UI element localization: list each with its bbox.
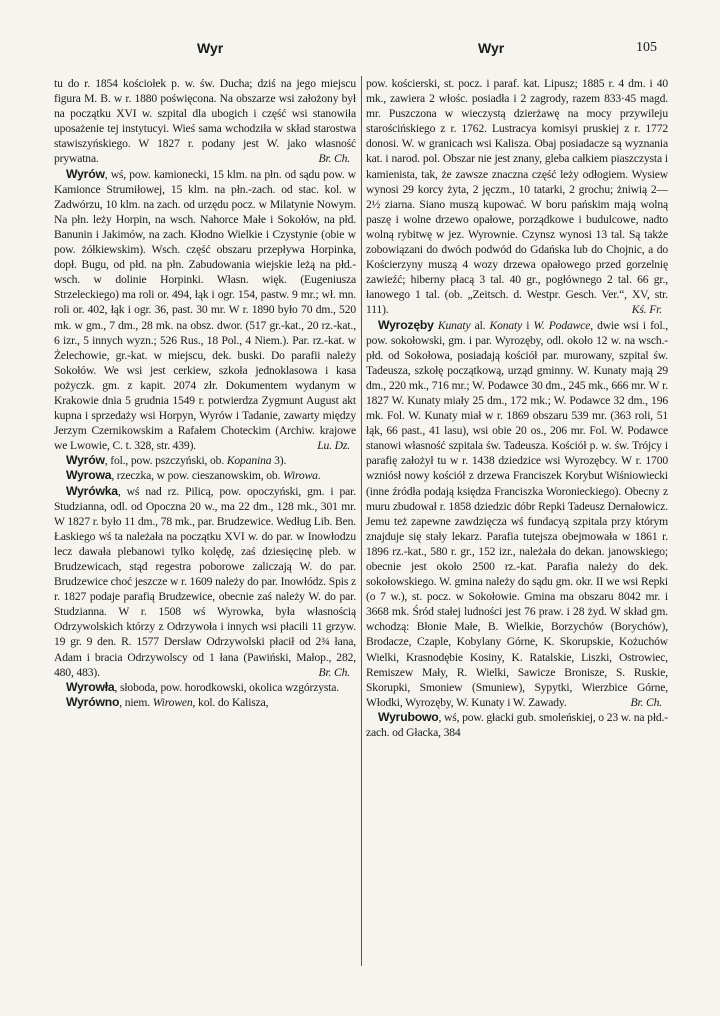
entry-signature: Kś. Fr. [631,303,662,317]
cross-reference: Wirowa [283,469,318,483]
entry-wyrowka: Wyrówka, wś nad rz. Pilicą, pow. opoczyński, gm. i par. Studzianna, odl. od Opoczna 20 w., ma 22 dm., 128 mk., 301 mr. W 1827 r. było 11 dm., 78 mk., par. Brudzewice. Według Lib. Ben. Łaskiego wś ta należała na początku XVI w. do par. w Inowłodzu lecz dawała plebanowi tylko kolędę, zaś dziesięcinę pleb. w Brudzewicach, stąd regestra poborowe zaliczają W. do par. Brudzewice choć jeszcze w r. 1609 należy do par. Inowłódz. Spis z r. 1827 podaje parafią Brudzewice, obecnie zaś należy W. do par. Studzianna. W r. 1508 wś Wyrowka, była własnością Odrzywolskich którzy z Odrzywoła i innych wsi płacili 11 grzyw. 19 gr. 9 den. R. 1577 Dersław Odrzywolski płacił od 2¾ łana, Adam i bracia Odrzywolscy od 1 łana (Pawiński, Małop., 282, 480, 483). Br. Ch. [54,483,356,679]
entry-headword: Wyrów [66,453,105,468]
entry-wyrowa: Wyrowa, rzeczka, w pow. cieszanowskim, ob. Wirowa. [66,468,321,483]
entry-wyrow-kamionecki: Wyrów, wś, pow. kamionecki, 15 klm. na płn. od sądu pow. w Kamionce Strumiłowej, 15 klm. na płn.-zach. od stac. kol. w Zadwórzu, 10 klm. na zach. od urzędu pocz. w Milatynie Nowym. Na płn. leży Horpin, na wsch. Nahorce Małe i Sokołów, na płd. Banunin i Jakimów, na zach. Kłodno Wielkie i Czystynie (obie w pow. żółkiewskim). Wsch. część obszaru przepływa Horpinka, dopł. Bugu, od płd. na płn. Zabudowania wiejskie leżą na płd.-wsch. w dolinie Horpinki. Własn. więk. (Eugeniusza Strzeleckiego) ma roli or. 494, łąk i ogr. 154, pastw. 9 mr.; wł. mn. roli or. 402, łąk i ogr. 36, past. 30 mr. W r. 1890 było 70 dm., 520 mk. w gm., 7 dm., 28 mk. na obsz. dwor. (517 gr.-kat., 20 rz.-kat., 6 izr., 5 innych wyzn.; 526 Rus., 18 Pol., 4 Niem.). Par. rz.-kat. w Żelechowie, gr.-kat. w miejscu, dek. buski. Do parafii należy Sokołów. We wsi jest cerkiew, szkoła jednoklasowa i kasa pożyczk. gm. z kapit. 2074 złr. Dokumentem wydanym w Krakowie dnia 5 grudnia 1549 r. potwierdza Zygmunt August akt kupna i sprzedaży wsi Horpyn, Wyrów i Tadanie, zawarty między Jerzym Czernikowskim a Rafałem Choteckim (Archiw. krajowe we Lwowie, C. t. 328, str. 439). Lu. Dz. [54,166,356,453]
entry-headword: Wyrowła [66,679,115,694]
entry-continuation: tu do r. 1854 kościołek p. w. św. Ducha; dziś na jego miejscu figura M. B. w r. 1880 poświęcona. Na obszarze wsi założony był na początku XVI w. szpital dla ubogich i część wsi stanowiła uposażenie tej instytucyi. Wieś sama wchodziła w skład starostwa stawiszyńskiego. W 1827 r. podany jest W. jako własność prywatna. Br. Ch. [54,77,356,166]
cross-reference: W. Podawce [533,318,591,332]
entry-wyrowno: Wyrówno, niem. Wirowen, kol. do Kalisza, [66,694,269,709]
entry-signature: Br. Ch. [318,665,350,679]
cross-reference: Konaty [489,318,523,332]
entry-headword: Wyrubowo [378,709,439,724]
left-column [54,76,356,976]
cross-reference: Kunaty [437,318,471,332]
entry-headword: Wyrozęby [378,317,434,332]
cross-reference: Wirowen [152,695,193,709]
entry-continuation: pow. kościerski, st. pocz. i paraf. kat. Lipusz; 1885 r. 4 dm. i 40 mk., zawiera 2 włośc. posiadła i 2 zagrody, razem 833·45 magd. mr. Puszczona w wieczystą dzierżawę na mocy przywileju starościńskiego z r. 1762. Lustracya komisyi pruskiej z r. 1772 donosi. W. w granicach wsi Kalisza. Obaj posiadacze są wyznania kat. i narod. pol. Obszar nie jest znany, gleba całkiem piaszczysta i kamienista, tak, że zawsze znaczna część leży odłogiem. Wysiew wynosi 29 korcy żyta, 2 jęczm., 10 tatarki, 2 grochu; żniwią 2—2½ ziarna. Siano muszą kupować. W boru pańskim mają wolną paszę i wolne drzewo opałowe, porządkowe i budulcowe, nadto wolną rybitwę w jez. Wyrownie. Czynsz wynosi 13 tal. Są także zobowiązani do dwóch podwód do Gdańska lub do Chojnic, a do Kościerzyny muszą 4 wozy drzewa opałowego przed gorzelnię zawieźć; hiberny płacą 3 tal. 40 gr., pogłównego 2 tal. 66 gr., łanowego 1 tal. (ob. „Zeitsch. d. Westpr. Gesch. Ver.“, XV, str. 111). Kś. Fr. [366,77,668,317]
entry-signature: Br. Ch. [318,152,350,166]
entry-wyrowla: Wyrowła, słoboda, pow. horodkowski, okolica wzgórzysta. [66,679,340,694]
running-head-left: Wyr [197,40,224,56]
right-column [366,76,668,976]
running-head-right: Wyr [478,40,505,56]
entry-wyrozeby: Wyrozęby Kunaty al. Konaty i W. Podawce, dwie wsi i fol., pow. sokołowski, gm. i par. Wyrozęby, odl. około 12 w. na wsch.-płd. od Sokołowa, posiadają kościół par. murowany, szpital św. Tadeusza, szkołę początkową, urząd gminny. W. Kunaty mają 29 dm., 220 mk., 716 mr.; W. Podawce 30 dm., 245 mk., 666 mr. W r. 1827 W. Kunaty miały 25 dm., 172 mk.; W. Podawce 32 dm., 196 mk. Fol. W. Kunaty miał w r. 1869 obszaru 539 mr. (363 roli, 51 łąk, 66 past., 41 lasu), wsi obie 20 os., 206 mr. Fol. W. Podawce stanowi własność szpitala św. Tadeusza. Kościół p. w. św. Trójcy i parafię założył tu w r. 1438 dziedzice wsi Wyrozębcy. W r. 1700 wzniósł nowy kościół z drzewa Franciszek Korybut Wiśniowiecki (inne źródła podają księdza Franciszka Woronieckiego). Obecny z muru zbudował r. 1858 dziedzic dóbr Repki Tadeusz Dernałowicz. Jemu też zapewne zawdzięcza wś fundacyą szpitala przy którym znajduje się stały lekarz. Parafia tutejsza obejmowała w 1861 r. 1896 rz.-kat., 580 r. gr., 152 izr., należała do dekan. janowskiego; obecnie jest około 2500 rz.-kat. Parafia należy do dek. sokołowskiego. W. gmina należy do sądu gm. okr. II we wsi Repki (o 7 w.), st. pocz. w Sokołowie. Gmina ma obszaru 8042 mr. i 3668 mk. Śród stałej ludności jest 76 praw. i 28 żyd. W skład gm. wchodzą: Błonie Małe, B. Wielkie, Borzychów (Borychów), Brodacze, Czaple, Kobylany Górne, K. Skorupskie, Kożuchów Wielki, Krasnodębie Kosiny, K. Ratalskie, Liszki, Ostrowiec, Remiszew Mały, R. Wielki, Sawicze Bronisze, S. Ruskie, Skorupki, Smoniew (Smuniew), Sypytki, Wierzbice Górne, Włodki, Wyrozęby, W. Kunaty i W. Zawady. Br. Ch. [366,317,668,709]
entry-headword: Wyrów [66,166,105,181]
page-number: 105 [636,40,657,55]
page-header [0,40,720,62]
entry-signature: Br. Ch. [630,695,662,709]
entry-signature: Lu. Dz. [317,439,350,453]
entry-headword: Wyrówka [66,483,118,498]
column-divider [361,76,362,966]
entry-headword: Wyrowa [66,468,112,483]
cross-reference: Kopanina [226,454,272,468]
entry-headword: Wyrówno [66,694,120,709]
entry-wyrubowo: Wyrubowo, wś, pow. głacki gub. smoleńskiej, o 23 w. na płd.-zach. od Głacka, 384 [366,709,668,740]
entry-wyrow-pszczynski: Wyrów, fol., pow. pszczyński, ob. Kopanina 3). [66,453,287,468]
